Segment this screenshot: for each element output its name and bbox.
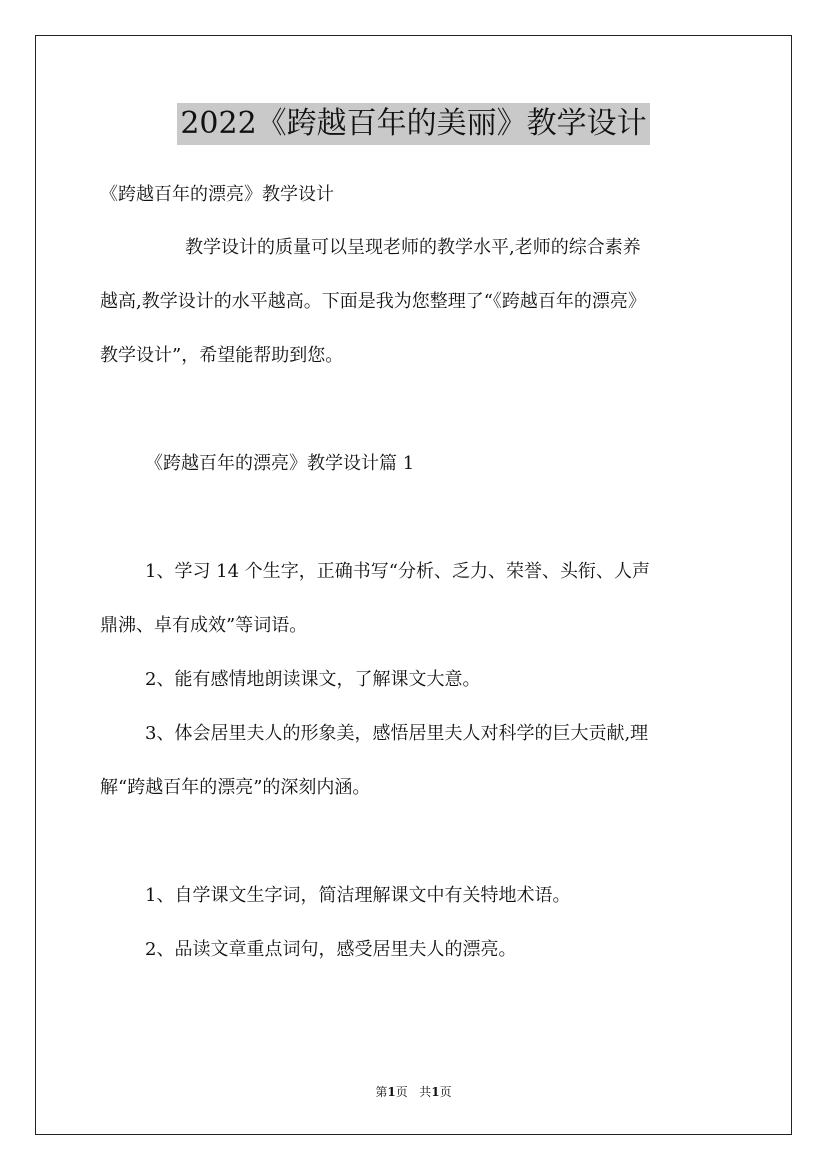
goal-2-1: 1、自学课文生字词，简洁理解课文中有关特地术语。 <box>145 885 571 906</box>
goal-1-3-line-2: 解“跨越百年的漂亮”的深刻内涵。 <box>100 777 371 798</box>
intro-line-1: 教学设计的质量可以呈现老师的教学水平,老师的综合素养 <box>185 237 641 258</box>
footer-total-suffix: 页 <box>439 1085 452 1099</box>
footer-page-prefix: 第 <box>375 1085 388 1099</box>
footer-total-prefix: 共 <box>419 1085 432 1099</box>
goal-1-2: 2、能有感情地朗读课文，了解课文大意。 <box>145 669 481 690</box>
section-heading: 《跨越百年的漂亮》教学设计篇 1 <box>145 453 415 474</box>
goal-2-2: 2、品读文章重点词句，感受居里夫人的漂亮。 <box>145 939 517 960</box>
goal-1-1-line-2: 鼎沸、卓有成效”等词语。 <box>100 615 308 636</box>
footer-total-number: 1 <box>431 1085 440 1099</box>
goal-1-1-line-1: 1、学习 14 个生字，正确书写“分析、乏力、荣誉、头衔、人声 <box>145 561 650 582</box>
document-title: 2022《跨越百年的美丽》教学设计 <box>177 103 649 145</box>
intro-line-3: 教学设计”，希望能帮助到您。 <box>100 345 344 366</box>
document-subtitle: 《跨越百年的漂亮》教学设计 <box>100 184 334 205</box>
intro-line-2: 越高,教学设计的水平越高。下面是我为您整理了“《跨越百年的漂亮》 <box>100 291 646 312</box>
footer-page-number: 1 <box>387 1085 396 1099</box>
footer-page-suffix: 页 <box>395 1085 408 1099</box>
page-footer <box>0 1084 827 1100</box>
goal-1-3-line-1: 3、体会居里夫人的形象美，感悟居里夫人对科学的巨大贡献,理 <box>145 723 649 744</box>
title-container <box>0 103 827 145</box>
